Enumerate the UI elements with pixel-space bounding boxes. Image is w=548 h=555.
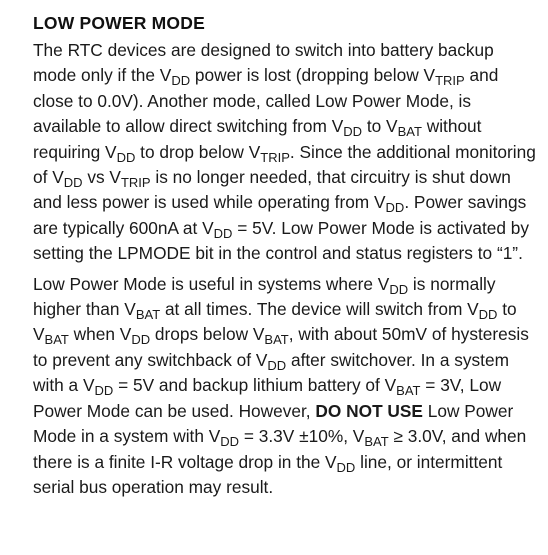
subscript-bat: BAT bbox=[396, 383, 421, 399]
subscript-bat: BAT bbox=[397, 124, 422, 140]
text-run: to V bbox=[33, 299, 517, 345]
text-run: to V bbox=[362, 116, 398, 137]
subscript-dd: DD bbox=[63, 175, 83, 191]
subscript-dd: DD bbox=[94, 383, 114, 399]
subscript-trip: TRIP bbox=[120, 175, 151, 191]
subscript-trip: TRIP bbox=[435, 73, 465, 89]
subscript-dd: DD bbox=[478, 307, 498, 323]
text-run: when V bbox=[68, 324, 132, 345]
subscript-bat: BAT bbox=[44, 332, 69, 348]
text-run: . Power savings are typically 600nA at V bbox=[33, 192, 527, 238]
subscript-trip: TRIP bbox=[260, 149, 290, 165]
subscript-dd: DD bbox=[220, 434, 240, 450]
text-run: = 5V and backup lithium battery of V bbox=[113, 375, 397, 396]
text-run: without requiring V bbox=[33, 116, 482, 162]
text-run: vs V bbox=[82, 167, 121, 188]
text-run: The RTC devices are designed to switch into battery backup mode only if the V bbox=[33, 40, 494, 86]
warning-emphasis: DO NOT USE bbox=[315, 400, 423, 421]
subscript-dd: DD bbox=[171, 73, 191, 89]
text-run: and close to 0.0V). Another mode, called Low Power Mode, is available to allow direct switching from V bbox=[33, 65, 499, 137]
subscript-dd: DD bbox=[267, 357, 287, 373]
subscript-dd: DD bbox=[385, 200, 405, 216]
subscript-bat: BAT bbox=[364, 434, 389, 450]
text-run: = 5V. Low Power Mode is activated by setting the LPMODE bit in the control and status registers to “1”. bbox=[33, 217, 530, 264]
text-run: ≥ 3.0V, and when there is a finite I-R voltage drop in the V bbox=[33, 426, 527, 472]
text-run: , with about 50mV of hysteresis to prevent any switchback of V bbox=[33, 324, 529, 370]
text-run: = 3V, Low Power Mode can be used. However, bbox=[33, 375, 502, 421]
subscript-dd: DD bbox=[116, 149, 136, 165]
subscript-dd: DD bbox=[213, 225, 233, 241]
subscript-dd: DD bbox=[336, 459, 356, 475]
text-run: Low Power Mode is useful in systems where V bbox=[33, 273, 390, 294]
subscript-dd: DD bbox=[343, 124, 363, 140]
text-run: = 3.3V ±10%, V bbox=[239, 426, 365, 447]
subscript-dd: DD bbox=[389, 281, 409, 297]
text-run: after switchover. In a system with a V bbox=[33, 349, 509, 396]
text-run: power is lost (dropping below V bbox=[190, 65, 436, 86]
text-run: at all times. The device will switch from V bbox=[160, 299, 479, 320]
text-run: drops below V bbox=[150, 324, 265, 345]
text-run: Low Power Mode in a system with V bbox=[33, 400, 514, 447]
subscript-bat: BAT bbox=[264, 332, 289, 348]
paragraph-2 bbox=[33, 272, 538, 501]
subscript-bat: BAT bbox=[135, 307, 161, 323]
text-run: is no longer needed, that circuitry is shut down and less power is used while operating from V bbox=[33, 167, 511, 213]
text-run: line, or intermittent serial bus operation may result. bbox=[33, 451, 503, 497]
text-run: to drop below V bbox=[135, 141, 261, 162]
section-heading: LOW POWER MODE bbox=[33, 13, 205, 33]
text-run: is normally higher than V bbox=[33, 273, 496, 320]
text-run: . Since the additional monitoring of V bbox=[33, 141, 536, 188]
paragraph-1 bbox=[33, 38, 538, 267]
subscript-dd: DD bbox=[131, 332, 151, 348]
